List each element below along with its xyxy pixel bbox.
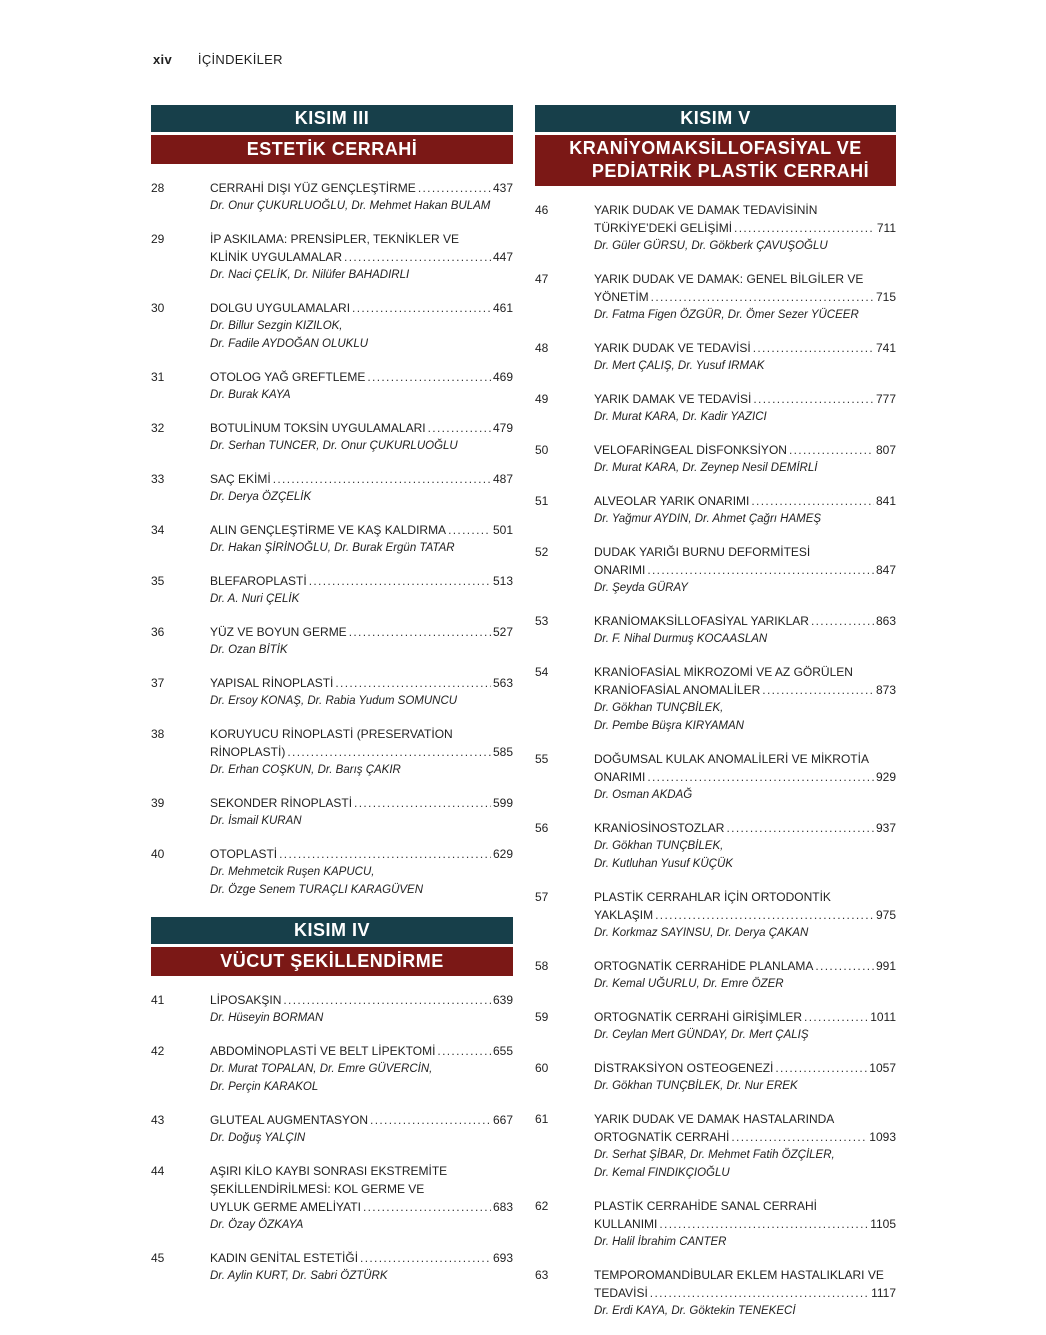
chapter-authors: Dr. F. Nihal Durmuş KOCAASLAN [594,633,768,645]
chapter-authors: Dr. Kutluhan Yusuf KÜÇÜK [594,858,733,870]
chapter-title-row [210,179,513,197]
chapter-number: 37 [151,676,165,690]
toc-entry [535,957,896,993]
toc-entry [151,1042,513,1096]
chapter-title: YÖNETİM [594,290,649,304]
dot-leader [354,794,491,812]
chapter-page: 1011 [870,1010,896,1024]
chapter-page: 1093 [869,1130,896,1144]
chapter-title-row [210,845,513,863]
chapter-title-row [594,339,896,357]
chapter-number: 59 [535,1010,549,1024]
chapter-authors: Dr. Ozan BİTİK [210,644,288,656]
dot-leader [753,390,874,408]
toc-entry [535,441,896,477]
chapter-page: 437 [492,181,513,195]
chapter-title-row [210,794,513,812]
chapter-number: 54 [535,665,549,679]
chapter-number: 48 [535,341,549,355]
toc-entry [151,179,513,215]
chapter-number: 45 [151,1251,165,1265]
chapter-authors: Dr. Kemal FINDIKÇIOĞLU [594,1167,730,1179]
chapter-title-row [210,623,513,641]
chapter-title-row [210,674,513,692]
dot-leader [647,561,874,579]
part-title: ESTETİK CERRAHİ [151,135,513,164]
chapter-number: 30 [151,301,165,315]
chapter-title-line: DUDAK YARIĞI BURNU DEFORMİTESİ [594,545,811,559]
chapter-title: YAKLAŞIM [594,908,654,922]
chapter-title: YARIK DAMAK VE TEDAVİSİ [594,392,752,406]
chapter-number: 58 [535,959,549,973]
chapter-title-row [594,288,896,306]
chapter-title-line: AŞIRI KİLO KAYBI SONRASI EKSTREMİTE [210,1164,448,1178]
chapter-title-row [210,1042,513,1060]
chapter-authors: Dr. Murat TOPALAN, Dr. Emre GÜVERCİN, [210,1063,433,1075]
chapter-number: 60 [535,1061,549,1075]
chapter-page: 741 [875,341,896,355]
chapter-title: LİPOSAKŞIN [210,993,282,1007]
chapter-title-row [210,368,513,386]
chapter-title-row [210,743,513,761]
chapter-page: 1057 [869,1061,896,1075]
chapter-title-row [210,470,513,488]
part-block-3 [151,105,513,899]
chapter-title-row [594,441,896,459]
chapter-number: 42 [151,1044,165,1058]
chapter-authors: Dr. Mehmetcik Ruşen KAPUCU, [210,866,375,878]
part-title: VÜCUT ŞEKİLLENDİRME [151,947,513,976]
chapter-title: TEDAVİSİ [594,1286,648,1300]
toc-entry [151,470,513,506]
chapter-title: YARIK DUDAK VE TEDAVİSİ [594,341,751,355]
section-title: İÇİNDEKİLER [197,52,283,67]
chapter-number: 50 [535,443,549,457]
chapter-page: 585 [492,745,513,759]
toc-entry [151,572,513,608]
chapter-title: ABDOMİNOPLASTİ VE BELT LİPEKTOMİ [210,1044,436,1058]
chapter-page: 479 [492,421,513,435]
chapter-title-row [594,1128,896,1146]
toc-entry [151,674,513,710]
page-number: xiv [153,52,172,67]
chapter-page: 807 [875,443,896,457]
chapter-title-row [594,681,896,699]
chapter-title-row [210,419,513,437]
part-title-line-2: PEDİATRİK PLASTİK CERRAHİ [591,161,870,181]
chapter-title: YÜZ VE BOYUN GERME [210,625,347,639]
chapter-title: ORTOGNATİK CERRAHİ [594,1130,730,1144]
dot-leader [283,991,491,1009]
toc-entry [151,1162,513,1234]
dot-leader [650,1284,869,1302]
chapter-title: KADIN GENİTAL ESTETİĞİ [210,1251,359,1265]
chapter-authors: Dr. Yağmur AYDIN, Dr. Ahmet Çağrı HAMEŞ [594,513,822,525]
chapter-page: 667 [492,1113,513,1127]
chapter-title-row [594,612,896,630]
chapter-page: 683 [492,1200,513,1214]
chapter-page: 655 [492,1044,513,1058]
chapter-authors: Dr. Murat KARA, Dr. Kadir YAZICI [594,411,767,423]
chapter-title-line: PLASTİK CERRAHLAR İÇİN ORTODONTİK [594,890,831,904]
dot-leader [647,768,874,786]
chapter-authors: Dr. Kemal UĞURLU, Dr. Emre ÖZER [594,978,784,990]
toc-entry [535,339,896,375]
chapter-authors: Dr. Serhat ŞİBAR, Dr. Mehmet Fatih ÖZÇİLER, [594,1149,835,1161]
chapter-title: OTOLOG YAĞ GREFTLEME [210,370,366,384]
chapter-page: 527 [492,625,513,639]
chapter-title-row [594,819,896,837]
chapter-authors: Dr. Şeyda GÜRAY [594,582,688,594]
chapter-number: 52 [535,545,549,559]
dot-leader [335,674,491,692]
chapter-page: 469 [492,370,513,384]
chapter-authors: Dr. İsmail KURAN [210,815,302,827]
chapter-page: 929 [875,770,896,784]
chapter-authors: Dr. Onur ÇUKURLUOĞLU, Dr. Mehmet Hakan BULAM [210,200,491,212]
chapter-title-line: KORUYUCU RİNOPLASTİ (PRESERVATİON [210,727,453,741]
toc-entries [151,179,513,899]
chapter-title: OTOPLASTİ [210,847,278,861]
dot-leader [360,1249,491,1267]
chapter-number: 46 [535,203,549,217]
chapter-page: 447 [492,250,513,264]
chapter-number: 33 [151,472,165,486]
toc-entry [535,612,896,648]
toc-entry [535,1266,896,1320]
toc-entries [151,991,513,1285]
dot-leader [753,339,874,357]
toc-entry [535,1008,896,1044]
dot-leader [418,179,491,197]
chapter-title-line: TEMPOROMANDİBULAR EKLEM HASTALIKLARI VE [594,1268,884,1282]
right-column [535,105,896,1335]
chapter-number: 55 [535,752,549,766]
dot-leader [309,572,491,590]
dot-leader [352,299,491,317]
dot-leader [751,492,874,510]
dot-leader [349,623,491,641]
chapter-title-row [210,248,513,266]
chapter-page: 777 [875,392,896,406]
part-block-5 [535,105,896,1320]
dot-leader [731,1128,867,1146]
chapter-title: ALVEOLAR YARIK ONARIMI [594,494,750,508]
chapter-authors: Dr. Gökhan TUNÇBİLEK, [594,702,724,714]
chapter-authors: Dr. Derya ÖZÇELİK [210,491,312,503]
dot-leader [811,612,874,630]
chapter-authors: Dr. Murat KARA, Dr. Zeynep Nesil DEMİRLİ [594,462,818,474]
chapter-title-row [594,1008,896,1026]
chapter-authors: Dr. Naci ÇELİK, Dr. Nilüfer BAHADIRLI [210,269,410,281]
chapter-title-row [210,521,513,539]
chapter-page: 639 [492,993,513,1007]
chapter-authors: Dr. Erhan COŞKUN, Dr. Barış ÇAKIR [210,764,401,776]
chapter-title: ONARIMI [594,770,646,784]
toc-entry [151,299,513,353]
dot-leader [804,1008,868,1026]
chapter-number: 35 [151,574,165,588]
chapter-title: SEKONDER RİNOPLASTİ [210,796,353,810]
chapter-title: ALIN GENÇLEŞTİRME VE KAŞ KALDIRMA [210,523,447,537]
chapter-authors: Dr. Ceylan Mert GÜNDAY, Dr. Mert ÇALIŞ [594,1029,809,1041]
chapter-title-row [594,219,896,237]
chapter-number: 51 [535,494,549,508]
chapter-authors: Dr. Pembe Büşra KIRYAMAN [594,720,744,732]
chapter-number: 38 [151,727,165,741]
dot-leader [273,470,491,488]
chapter-page: 563 [492,676,513,690]
chapter-page: 1117 [871,1286,896,1300]
chapter-page: 461 [492,301,513,315]
running-head [153,52,283,67]
chapter-authors: Dr. Halil İbrahim CANTER [594,1236,727,1248]
chapter-authors: Dr. Fadile AYDOĞAN OLUKLU [210,338,369,350]
chapter-authors: Dr. Serhan TUNCER, Dr. Onur ÇUKURLUOĞLU [210,440,458,452]
dot-leader [659,1215,868,1233]
chapter-title-row [594,390,896,408]
toc-entry [151,725,513,779]
dot-leader [651,288,874,306]
toc-entry [151,521,513,557]
toc-entry [151,230,513,284]
chapter-number: 53 [535,614,549,628]
toc-entries [535,201,896,1320]
chapter-title-row [594,1059,896,1077]
chapter-authors: Dr. Gökhan TUNÇBİLEK, [594,840,724,852]
chapter-title-row [210,1249,513,1267]
chapter-title-line: İP ASKILAMA: PRENSİPLER, TEKNİKLER VE [210,232,459,246]
chapter-title-line: ŞEKİLLENDİRİLMESİ: KOL GERME VE [210,1182,425,1196]
chapter-title-row [594,492,896,510]
toc-entry [535,201,896,255]
dot-leader [363,1198,491,1216]
chapter-title: TÜRKİYE’DEKİ GELİŞİMİ [594,221,733,235]
chapter-title: ORTOGNATİK CERRAHİDE PLANLAMA [594,959,814,973]
chapter-title-line: YARIK DUDAK VE DAMAK TEDAVİSİNİN [594,203,818,217]
chapter-authors: Dr. Burak KAYA [210,389,291,401]
toc-entry [535,1059,896,1095]
dot-leader [762,681,874,699]
chapter-title: KULLANIMI [594,1217,658,1231]
chapter-number: 63 [535,1268,549,1282]
chapter-number: 34 [151,523,165,537]
chapter-number: 62 [535,1199,549,1213]
chapter-number: 39 [151,796,165,810]
chapter-title: KRANİOSİNOSTOZLAR [594,821,725,835]
chapter-authors: Dr. A. Nuri ÇELİK [210,593,300,605]
chapter-number: 61 [535,1112,549,1126]
dot-leader [344,248,491,266]
chapter-title-line: KRANİOFASİAL MİKROZOMİ VE AZ GÖRÜLEN [594,665,853,679]
chapter-page: 975 [875,908,896,922]
toc-entry [151,845,513,899]
toc-entry [151,794,513,830]
dot-leader [734,219,875,237]
chapter-title-row [594,561,896,579]
chapter-title: ONARIMI [594,563,646,577]
chapter-page: 715 [875,290,896,304]
part-title [535,135,896,186]
chapter-title: KRANİOFASİAL ANOMALİLER [594,683,761,697]
chapter-page: 937 [875,821,896,835]
chapter-page: 863 [875,614,896,628]
toc-entry [535,663,896,735]
chapter-title: GLUTEAL AUGMENTASYON [210,1113,369,1127]
chapter-title-row [210,299,513,317]
chapter-title-row [594,768,896,786]
chapter-authors: Dr. Gökhan TUNÇBİLEK, Dr. Nur EREK [594,1080,798,1092]
dot-leader [287,743,491,761]
chapter-title: BOTULİNUM TOKSİN UYGULAMALARI [210,421,426,435]
chapter-number: 29 [151,232,165,246]
toc-entry [535,543,896,597]
chapter-authors: Dr. Hakan ŞİRİNOĞLU, Dr. Burak Ergün TATAR [210,542,455,554]
part-number: KISIM V [535,105,896,132]
chapter-number: 31 [151,370,165,384]
toc-entry [151,991,513,1027]
chapter-authors: Dr. Ersoy KONAŞ, Dr. Rabia Yudum SOMUNCU [210,695,458,707]
chapter-title-line: PLASTİK CERRAHİDE SANAL CERRAHİ [594,1199,817,1213]
chapter-number: 28 [151,181,165,195]
toc-entry [151,368,513,404]
chapter-number: 36 [151,625,165,639]
chapter-authors: Dr. Mert ÇALIŞ, Dr. Yusuf IRMAK [594,360,765,372]
chapter-title: KLİNİK UYGULAMALAR [210,250,343,264]
toc-entry [535,1110,896,1182]
chapter-number: 57 [535,890,549,904]
chapter-title: RİNOPLASTİ) [210,745,286,759]
chapter-page: 711 [876,221,896,235]
chapter-authors: Dr. Doğuş YALÇIN [210,1132,306,1144]
chapter-number: 40 [151,847,165,861]
chapter-authors: Dr. Korkmaz SAYINSU, Dr. Derya ÇAKAN [594,927,809,939]
toc-entry [535,492,896,528]
toc-entry [151,419,513,455]
chapter-page: 599 [492,796,513,810]
chapter-title-line: YARIK DUDAK VE DAMAK HASTALARINDA [594,1112,835,1126]
chapter-number: 32 [151,421,165,435]
chapter-number: 49 [535,392,549,406]
chapter-authors: Dr. Perçin KARAKOL [210,1081,319,1093]
chapter-page: 847 [875,563,896,577]
chapter-page: 501 [492,523,513,537]
toc-entry [535,750,896,804]
part-block-4 [151,917,513,1285]
chapter-page: 629 [492,847,513,861]
chapter-number: 47 [535,272,549,286]
chapter-authors: Dr. Güler GÜRSU, Dr. Gökberk ÇAVUŞOĞLU [594,240,828,252]
chapter-authors: Dr. Fatma Figen ÖZGÜR, Dr. Ömer Sezer YÜCEER [594,309,859,321]
part-number: KISIM IV [151,917,513,944]
part-number: KISIM III [151,105,513,132]
chapter-title-row [594,1215,896,1233]
chapter-title: DOLGU UYGULAMALARI [210,301,351,315]
chapter-title-row [210,572,513,590]
chapter-title: UYLUK GERME AMELİYATI [210,1200,361,1214]
dot-leader [437,1042,491,1060]
chapter-title: ORTOGNATİK CERRAHİ GİRİŞİMLER [594,1010,803,1024]
chapter-authors: Dr. Erdi KAYA, Dr. Göktekin TENEKECİ [594,1305,796,1317]
toc-entry [151,1111,513,1147]
chapter-authors: Dr. Billur Sezgin KIZILOK, [210,320,343,332]
chapter-title-row [210,1111,513,1129]
chapter-title-row [210,991,513,1009]
chapter-page: 487 [492,472,513,486]
chapter-title-row [594,957,896,975]
dot-leader [428,419,491,437]
dot-leader [279,845,491,863]
chapter-authors: Dr. Aylin KURT, Dr. Sabri ÖZTÜRK [210,1270,388,1282]
dot-leader [726,819,873,837]
toc-entry [535,819,896,873]
left-column [151,105,513,1300]
toc-entry [151,623,513,659]
chapter-page: 841 [875,494,896,508]
chapter-title: SAÇ EKİMİ [210,472,271,486]
chapter-page: 1105 [870,1217,896,1231]
chapter-title-line: YARIK DUDAK VE DAMAK: GENEL BİLGİLER VE [594,272,864,286]
chapter-number: 44 [151,1164,165,1178]
chapter-authors: Dr. Hüseyin BORMAN [210,1012,324,1024]
toc-entry [535,1197,896,1251]
chapter-page: 873 [875,683,896,697]
dot-leader [367,368,491,386]
chapter-authors: Dr. Özge Senem TURAÇLI KARAGÜVEN [210,884,424,896]
part-title-line-1: KRANİYOMAKSİLLOFASİYAL VE [569,138,862,158]
chapter-title: BLEFAROPLASTİ [210,574,307,588]
chapter-title: DİSTRAKSİYON OSTEOGENEZİ [594,1061,774,1075]
chapter-number: 56 [535,821,549,835]
dot-leader [370,1111,491,1129]
chapter-title-row [594,906,896,924]
dot-leader [655,906,874,924]
dot-leader [815,957,874,975]
toc-entry [535,390,896,426]
chapter-title-line: DOĞUMSAL KULAK ANOMALİLERİ VE MİKROTİA [594,752,869,766]
chapter-title: VELOFARİNGEAL DİSFONKSİYON [594,443,787,457]
toc-entry [535,270,896,324]
dot-leader [789,441,874,459]
chapter-authors: Dr. Özay ÖZKAYA [210,1219,304,1231]
toc-entry [535,888,896,942]
chapter-number: 41 [151,993,165,1007]
chapter-title-row [210,1198,513,1216]
chapter-page: 513 [492,574,513,588]
chapter-title-row [594,1284,896,1302]
chapter-number: 43 [151,1113,165,1127]
dot-leader [775,1059,867,1077]
chapter-authors: Dr. Osman AKDAĞ [594,789,693,801]
chapter-title: KRANİOMAKSİLLOFASİYAL YARIKLAR [594,614,809,628]
chapter-title: YAPISAL RİNOPLASTİ [210,676,334,690]
chapter-title: CERRAHİ DIŞI YÜZ GENÇLEŞTİRME [210,181,416,195]
dot-leader [448,521,491,539]
chapter-page: 991 [875,959,896,973]
chapter-page: 693 [492,1251,513,1265]
